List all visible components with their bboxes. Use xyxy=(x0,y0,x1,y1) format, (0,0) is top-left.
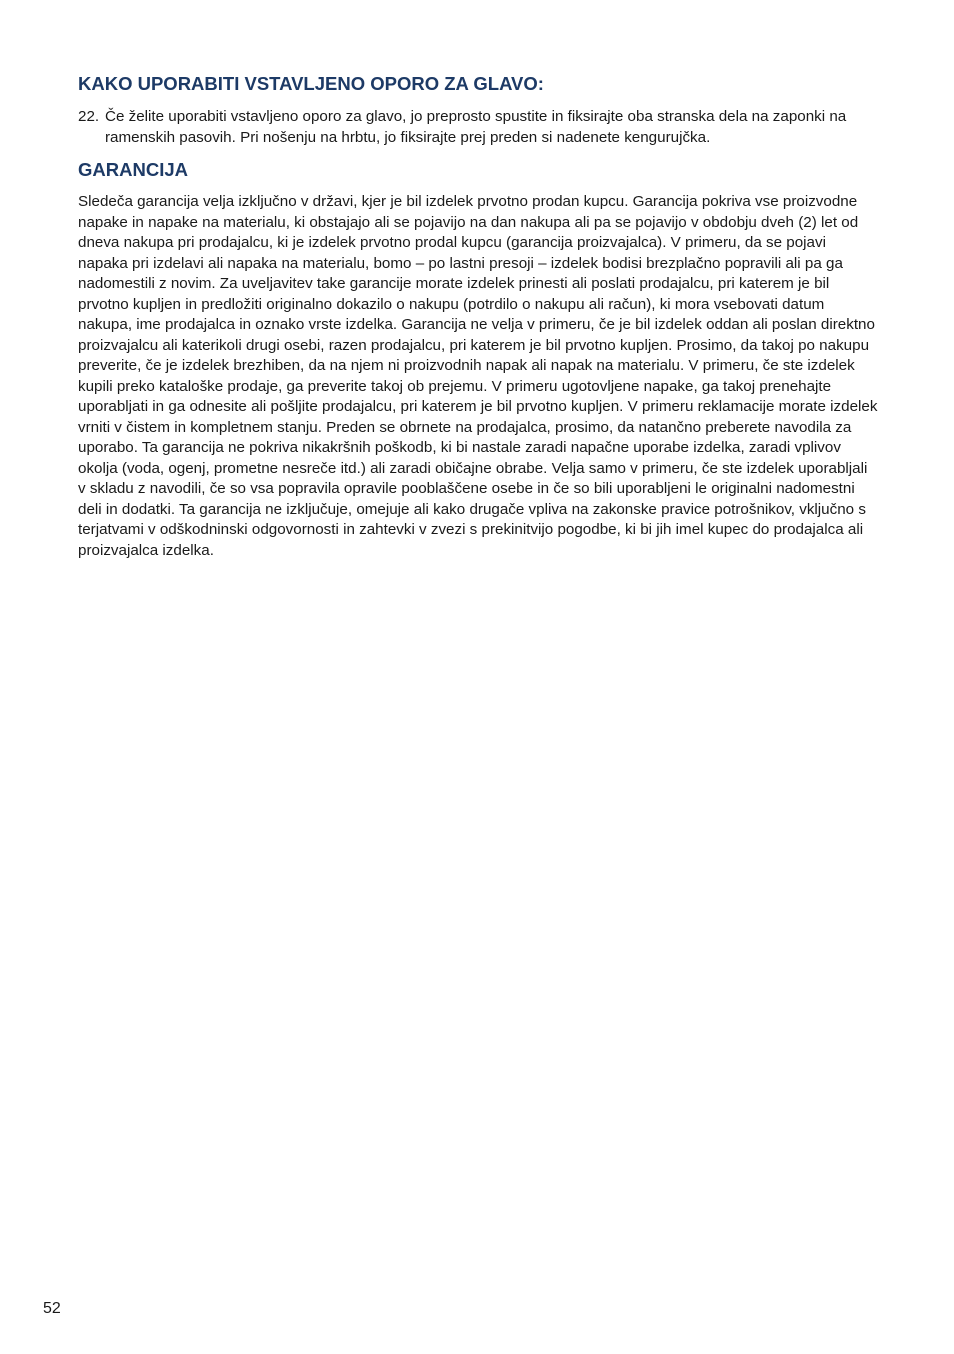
instruction-text: Če želite uporabiti vstavljeno oporo za glavo, jo preprosto spustite in fiksirajte oba stranska dela na zaponki na ramenskih pasovih. Pri nošenju na hrbtu, jo fiksirajte prej preden si nadenete kengurujčka. xyxy=(105,108,847,146)
warranty-text: Sledeča garancija velja izključno v državi, kjer je bil izdelek prvotno prodan kupcu. Garancija pokriva vse proizvodne napake in napake na materialu, ki obstajajo ali se pojavijo na dan nakupa ali pa se pojavijo v obdobju dveh (2) let od dneva nakupa pri prodajalcu, ki je izdelek prvotno prodal kupcu (garancija proizvajalca). V primeru, da se pojavi napaka pri izdelavi ali napaka na materialu, bomo – po lastni presoji – izdelek bodisi brezplačno popravili ali pa ga nadomestili z novim. Za uveljavitev take garancije morate izdelek prinesti ali poslati prodajalcu, pri katerem je bil prvotno kupljen in predložiti originalno dokazilo o nakupu (potrdilo o nakupu ali račun), ki mora vsebovati datum nakupa, ime prodajalca in oznako vrste izdelka. Garancija ne velja v primeru, če je bil izdelek oddan ali poslan direktno proizvajalcu ali katerikoli drugi osebi, razen prodajalcu, pri katerem je bil prvotno kupljen. Prosimo, da takoj po nakupu preverite, če je izdelek brezhiben, da na njem ni proizvodnih napak ali napak na materialu. V primeru, če ste izdelek kupili preko kataloške prodaje, ga preverite takoj ob prejemu. V primeru ugotovljene napake, ga takoj prenehajte uporabljati in ga odnesite ali pošljite prodajalcu, pri katerem je bil prvotno kupljen. V primeru reklamacije morate izdelek vrniti v čistem in kompletnem stanju. Preden se obrnete na prodajalca, prosimo, da natančno preberete navodila za uporabo. Ta garancija ne pokriva nikakršnih poškodb, ki bi nastale zaradi napačne uporabe izdelka, zaradi vplivov okolja (voda, ogenj, prometne nesreče itd.) ali zaradi običajne obrabe. Velja samo v primeru, če ste izdelek uporabljali v skladu z navodili, če so vsa popravila opravile pooblaščene osebe in če so bili uporabljeni le originalni nadomestni deli in dodatki. Ta garancija ne izključuje, omejuje ali kako drugače vpliva na zakonske pravice potrošnikov, vključno s terjatvami v odškodninski odgovornosti in zahtevki v zvezi s prekinitvijo pogodbe, ki bi jih imel kupec do prodajalca ali proizvajalca izdelka. xyxy=(78,193,878,559)
warranty-heading: GARANCIJA xyxy=(78,159,188,180)
instruction-item xyxy=(78,107,878,148)
document-page xyxy=(78,72,878,561)
page-number: 52 xyxy=(43,1300,61,1317)
usage-heading: KAKO UPORABITI VSTAVLJENO OPORO ZA GLAVO: xyxy=(78,73,544,94)
instruction-number: 22. xyxy=(78,108,100,125)
